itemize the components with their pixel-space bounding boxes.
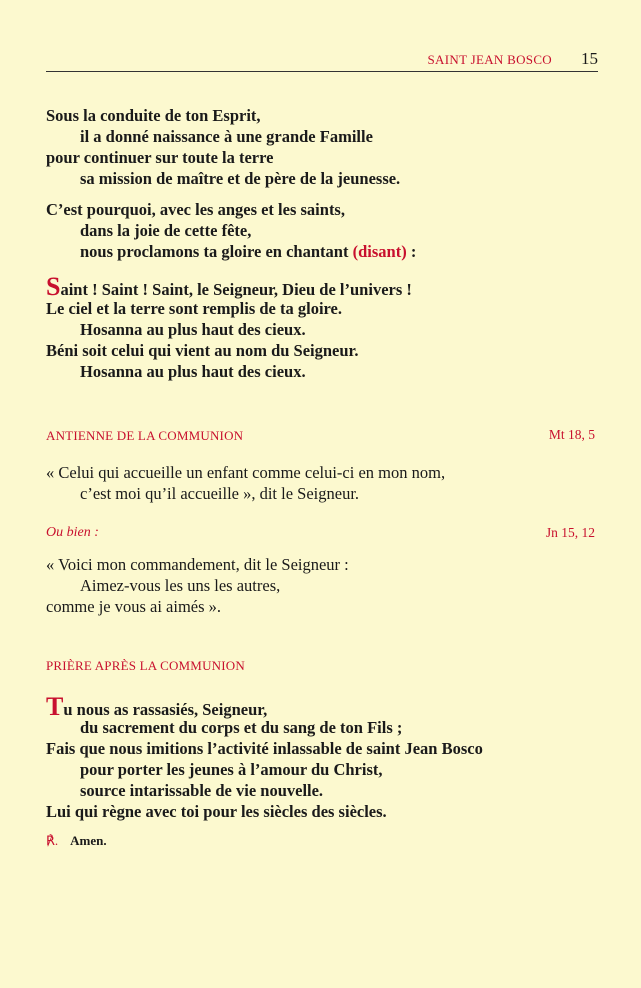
antiphon-line: c’est moi qu’il accueille », dit le Seigneur. [80,484,360,503]
section-heading-communion-antiphon: ANTIENNE DE LA COMMUNION [46,428,244,443]
drop-cap-t: T [46,692,64,721]
preface-line: C’est pourquoi, avec les anges et les saints, [46,200,345,219]
sanctus-line [46,272,412,301]
prayer-text: u nous as rassasiés, Seigneur, [63,700,268,719]
scripture-reference: Jn 15, 12 [545,525,595,540]
sanctus-line: Béni soit celui qui vient au nom du Seigneur. [46,341,359,360]
running-title: SAINT JEAN BOSCO [427,52,552,67]
preface-punctuation: : [406,242,417,261]
rubric-alternative: (disant) [352,242,407,261]
alternative-label: Ou bien : [46,525,99,540]
sanctus-line: Hosanna au plus haut des cieux. [80,362,306,381]
prayer-line: Fais que nous imitions l’activité inlassable de saint Jean Bosco [46,739,483,758]
response-line [46,832,107,850]
preface-line: Sous la conduite de ton Esprit, [46,106,261,125]
section-heading-post-communion: PRIÈRE APRÈS LA COMMUNION [46,658,245,673]
response-symbol: ℟. [46,833,59,848]
antiphon-line: « Celui qui accueille un enfant comme celui-ci en mon nom, [46,463,446,482]
page-number: 15 [581,49,598,68]
preface-text: nous proclamons ta gloire en chantant [80,242,353,261]
prayer-line [46,692,268,721]
preface-line: pour continuer sur toute la terre [46,148,274,167]
sanctus-line: Le ciel et la terre sont remplis de ta gloire. [46,299,343,318]
page-header [46,49,598,72]
preface-line: sa mission de maître et de père de la jeunesse. [80,169,401,188]
sanctus-text: aint ! Saint ! Saint, le Seigneur, Dieu de l’univers ! [60,280,412,299]
prayer-line: du sacrement du corps et du sang de ton Fils ; [80,718,403,737]
antiphon-line: Aimez-vous les uns les autres, [80,576,281,595]
sanctus-line: Hosanna au plus haut des cieux. [80,320,306,339]
prayer-line: source intarissable de vie nouvelle. [80,781,324,800]
preface-line: il a donné naissance à une grande Famille [80,127,373,146]
scripture-reference: Mt 18, 5 [548,427,595,442]
antiphon-line: comme je vous ai aimés ». [46,597,222,616]
preface-line: dans la joie de cette fête, [80,221,252,240]
prayer-line: pour porter les jeunes à l’amour du Christ, [80,760,383,779]
antiphon-line: « Voici mon commandement, dit le Seigneur : [46,555,349,574]
response-amen: Amen. [70,833,107,848]
prayer-line: Lui qui règne avec toi pour les siècles des siècles. [46,802,387,821]
drop-cap-s: S [46,272,61,301]
preface-line [80,242,416,262]
